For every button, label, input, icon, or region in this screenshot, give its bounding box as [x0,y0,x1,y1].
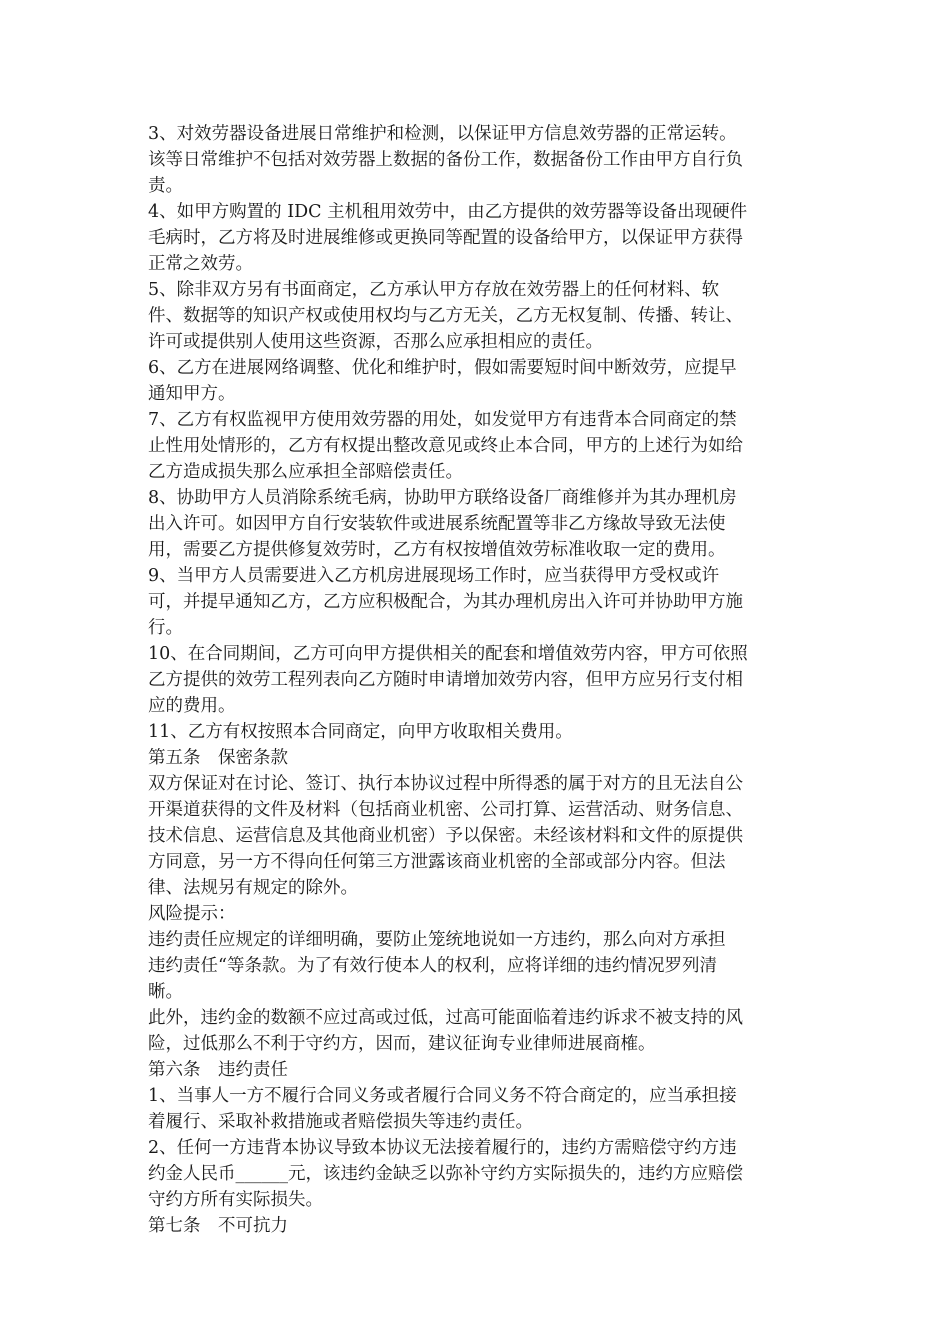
text-line: 此外，违约金的数额不应过高或过低，过高可能面临着违约诉求不被支持的风 [148,1008,743,1028]
text-line: 双方保证对在讨论、签订、执行本协议过程中所得悉的属于对方的且无法自公 [148,774,743,794]
text-line: 风险提示： [148,904,236,924]
text-line: 该等日常维护不包括对效劳器上数据的备份工作，数据备份工作由甲方自行负 [148,150,743,170]
text-line: 行。 [148,618,183,638]
text-line: 第六条 违约责任 [148,1060,288,1080]
body-paragraph [148,927,808,1005]
text-line: 律、法规另有规定的除外。 [148,878,358,898]
text-line: 4、如甲方购置的 IDC 主机租用效劳中，由乙方提供的效劳器等设备出现硬件 [148,202,748,222]
text-line: 责。 [148,176,183,196]
text-line: 晰。 [148,982,183,1002]
clause-paragraph [148,277,808,355]
section-heading [148,745,808,771]
text-line: 1、当事人一方不履行合同义务或者履行合同义务不符合商定的，应当承担接 [148,1086,737,1106]
text-line: 通知甲方。 [148,384,236,404]
clause-paragraph [148,355,808,407]
text-line: 正常之效劳。 [148,254,253,274]
clause-paragraph [148,719,808,745]
document-body [148,121,808,1239]
text-line: 10、在合同期间，乙方可向甲方提供相关的配套和增值效劳内容，甲方可依照 [148,644,748,664]
text-line: 违约责任应规定的详细明确，要防止笼统地说如一方违约，那么向对方承担 [148,930,726,950]
text-line: 着履行、采取补救措施或者赔偿损失等违约责任。 [148,1112,533,1132]
clause-paragraph [148,485,808,563]
section-heading [148,1057,808,1083]
text-line: 应的费用。 [148,696,236,716]
text-line: 8、协助甲方人员消除系统毛病，协助甲方联络设备厂商维修并为其办理机房 [148,488,737,508]
text-line: 7、乙方有权监视甲方使用效劳器的用处，如发觉甲方有违背本合同商定的禁 [148,410,737,430]
text-line: 开渠道获得的文件及材料（包括商业机密、公司打算、运营活动、财务信息、 [148,800,743,820]
text-line: 9、当甲方人员需要进入乙方机房进展现场工作时，应当获得甲方受权或许 [148,566,720,586]
clause-paragraph [148,641,808,719]
text-line: 件、数据等的知识产权或使用权均与乙方无关，乙方无权复制、传播、转让、 [148,306,743,326]
text-line: 技术信息、运营信息及其他商业机密）予以保密。未经该材料和文件的原提供 [148,826,743,846]
text-line: 许可或提供别人使用这些资源，否那么应承担相应的责任。 [148,332,603,352]
clause-paragraph [148,1135,808,1213]
section-heading [148,1213,808,1239]
text-line: 11、乙方有权按照本合同商定，向甲方收取相关费用。 [148,722,573,742]
text-line: 方同意，另一方不得向任何第三方泄露该商业机密的全部或部分内容。但法 [148,852,726,872]
text-line: 出入许可。如因甲方自行安装软件或进展系统配置等非乙方缘故导致无法使 [148,514,726,534]
clause-paragraph [148,1083,808,1135]
text-line: 2、任何一方违背本协议导致本协议无法接着履行的，违约方需赔偿守约方违 [148,1138,737,1158]
text-line: 乙方提供的效劳工程列表向乙方随时申请增加效劳内容，但甲方应另行支付相 [148,670,743,690]
body-paragraph [148,1005,808,1057]
text-line: 毛病时，乙方将及时进展维修或更换同等配置的设备给甲方，以保证甲方获得 [148,228,743,248]
clause-paragraph [148,121,808,199]
text-line: 3、对效劳器设备进展日常维护和检测，以保证甲方信息效劳器的正常运转。 [148,124,737,144]
clause-paragraph [148,563,808,641]
body-paragraph [148,771,808,901]
text-line: 乙方造成损失那么应承担全部赔偿责任。 [148,462,463,482]
text-line: 可，并提早通知乙方，乙方应积极配合，为其办理机房出入许可并协助甲方施 [148,592,743,612]
text-line: 守约方所有实际损失。 [148,1190,323,1210]
clause-paragraph [148,407,808,485]
text-line: 第五条 保密条款 [148,748,288,768]
clause-paragraph [148,199,808,277]
text-line: 6、乙方在进展网络调整、优化和维护时，假如需要短时间中断效劳，应提早 [148,358,737,378]
section-heading [148,901,808,927]
text-line: 止性用处情形的，乙方有权提出整改意见或终止本合同，甲方的上述行为如给 [148,436,743,456]
text-line: 5、除非双方另有书面商定，乙方承认甲方存放在效劳器上的任何材料、软 [148,280,720,300]
text-line: 第七条 不可抗力 [148,1216,288,1236]
text-line: 险，过低那么不利于守约方，因而，建议征询专业律师进展商榷。 [148,1034,656,1054]
text-line: 违约责任“等条款。为了有效行使本人的权利，应将详细的违约情况罗列清 [148,956,717,976]
text-line: 用，需要乙方提供修复效劳时，乙方有权按增值效劳标准收取一定的费用。 [148,540,726,560]
text-line: 约金人民币______元，该违约金缺乏以弥补守约方实际损失的，违约方应赔偿 [148,1164,743,1184]
